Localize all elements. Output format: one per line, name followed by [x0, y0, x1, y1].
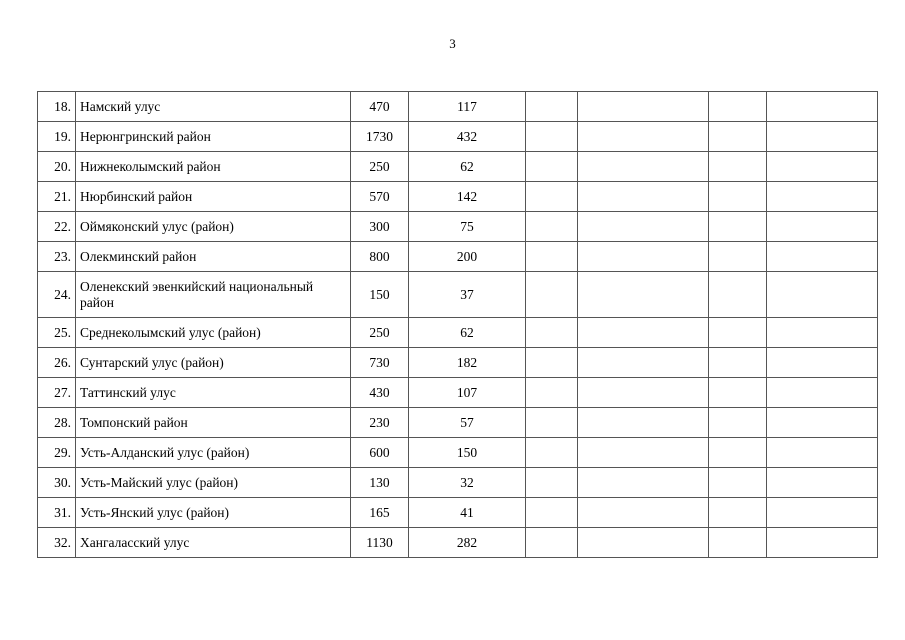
value-1-cell: 730 [351, 348, 409, 378]
row-number-cell: 29. [38, 438, 76, 468]
empty-cell-5 [526, 182, 578, 212]
table-row [38, 182, 878, 212]
table-row [38, 272, 878, 318]
empty-cell-5 [526, 212, 578, 242]
empty-cell-8 [767, 92, 878, 122]
district-name-cell: Сунтарский улус (район) [76, 348, 351, 378]
empty-cell-6 [578, 182, 709, 212]
value-2-cell: 107 [409, 378, 526, 408]
district-name-cell: Усть-Янский улус (район) [76, 498, 351, 528]
row-number-cell: 20. [38, 152, 76, 182]
table-row [38, 468, 878, 498]
empty-cell-8 [767, 378, 878, 408]
empty-cell-6 [578, 272, 709, 318]
empty-cell-5 [526, 378, 578, 408]
value-1-cell: 150 [351, 272, 409, 318]
empty-cell-6 [578, 498, 709, 528]
empty-cell-6 [578, 92, 709, 122]
table-row [38, 212, 878, 242]
row-number-cell: 31. [38, 498, 76, 528]
table-row [38, 498, 878, 528]
district-name-cell: Оймяконский улус (район) [76, 212, 351, 242]
table-row [38, 438, 878, 468]
district-name-cell: Томпонский район [76, 408, 351, 438]
empty-cell-7 [709, 318, 767, 348]
empty-cell-7 [709, 152, 767, 182]
row-number-cell: 27. [38, 378, 76, 408]
value-2-cell: 62 [409, 318, 526, 348]
district-name-cell: Нижнеколымский район [76, 152, 351, 182]
page-number: 3 [449, 36, 456, 51]
value-2-cell: 57 [409, 408, 526, 438]
empty-cell-5 [526, 242, 578, 272]
empty-cell-7 [709, 408, 767, 438]
empty-cell-5 [526, 122, 578, 152]
empty-cell-8 [767, 182, 878, 212]
row-number-cell: 22. [38, 212, 76, 242]
value-1-cell: 1130 [351, 528, 409, 558]
row-number-cell: 25. [38, 318, 76, 348]
district-name-cell: Олекминский район [76, 242, 351, 272]
district-name-cell: Среднеколымский улус (район) [76, 318, 351, 348]
value-1-cell: 230 [351, 408, 409, 438]
row-number-cell: 18. [38, 92, 76, 122]
empty-cell-8 [767, 122, 878, 152]
table-body [38, 92, 878, 558]
value-1-cell: 130 [351, 468, 409, 498]
row-number-cell: 30. [38, 468, 76, 498]
empty-cell-5 [526, 92, 578, 122]
row-number-cell: 19. [38, 122, 76, 152]
empty-cell-8 [767, 408, 878, 438]
value-1-cell: 430 [351, 378, 409, 408]
row-number-cell: 24. [38, 272, 76, 318]
value-1-cell: 470 [351, 92, 409, 122]
value-2-cell: 182 [409, 348, 526, 378]
value-2-cell: 150 [409, 438, 526, 468]
empty-cell-5 [526, 528, 578, 558]
empty-cell-6 [578, 318, 709, 348]
districts-table [37, 91, 878, 558]
empty-cell-8 [767, 242, 878, 272]
row-number-cell: 32. [38, 528, 76, 558]
empty-cell-5 [526, 152, 578, 182]
empty-cell-6 [578, 408, 709, 438]
value-1-cell: 600 [351, 438, 409, 468]
table-row [38, 528, 878, 558]
value-2-cell: 62 [409, 152, 526, 182]
empty-cell-6 [578, 378, 709, 408]
empty-cell-8 [767, 468, 878, 498]
row-number-cell: 28. [38, 408, 76, 438]
empty-cell-6 [578, 122, 709, 152]
empty-cell-7 [709, 182, 767, 212]
empty-cell-8 [767, 438, 878, 468]
value-1-cell: 165 [351, 498, 409, 528]
empty-cell-7 [709, 242, 767, 272]
value-1-cell: 300 [351, 212, 409, 242]
empty-cell-7 [709, 92, 767, 122]
empty-cell-8 [767, 498, 878, 528]
empty-cell-8 [767, 212, 878, 242]
empty-cell-8 [767, 528, 878, 558]
table-row [38, 378, 878, 408]
empty-cell-6 [578, 468, 709, 498]
empty-cell-5 [526, 498, 578, 528]
district-name-cell: Оленекский эвенкийский национальный район [76, 272, 351, 318]
empty-cell-6 [578, 242, 709, 272]
empty-cell-6 [578, 152, 709, 182]
table-row [38, 122, 878, 152]
value-1-cell: 570 [351, 182, 409, 212]
empty-cell-6 [578, 528, 709, 558]
empty-cell-7 [709, 468, 767, 498]
empty-cell-5 [526, 348, 578, 378]
district-name-cell: Намский улус [76, 92, 351, 122]
table-row [38, 92, 878, 122]
empty-cell-7 [709, 438, 767, 468]
empty-cell-7 [709, 498, 767, 528]
value-1-cell: 250 [351, 152, 409, 182]
row-number-cell: 21. [38, 182, 76, 212]
empty-cell-7 [709, 528, 767, 558]
empty-cell-7 [709, 272, 767, 318]
empty-cell-8 [767, 152, 878, 182]
value-2-cell: 41 [409, 498, 526, 528]
district-name-cell: Нюрбинский район [76, 182, 351, 212]
row-number-cell: 26. [38, 348, 76, 378]
value-2-cell: 37 [409, 272, 526, 318]
value-2-cell: 32 [409, 468, 526, 498]
table-row [38, 242, 878, 272]
empty-cell-8 [767, 272, 878, 318]
empty-cell-5 [526, 408, 578, 438]
table-row [38, 318, 878, 348]
row-number-cell: 23. [38, 242, 76, 272]
value-2-cell: 432 [409, 122, 526, 152]
value-2-cell: 142 [409, 182, 526, 212]
empty-cell-7 [709, 378, 767, 408]
value-2-cell: 282 [409, 528, 526, 558]
value-1-cell: 800 [351, 242, 409, 272]
value-1-cell: 250 [351, 318, 409, 348]
table-row [38, 348, 878, 378]
empty-cell-6 [578, 348, 709, 378]
district-name-cell: Таттинский улус [76, 378, 351, 408]
empty-cell-8 [767, 318, 878, 348]
empty-cell-7 [709, 122, 767, 152]
value-2-cell: 75 [409, 212, 526, 242]
empty-cell-6 [578, 212, 709, 242]
empty-cell-6 [578, 438, 709, 468]
empty-cell-5 [526, 272, 578, 318]
empty-cell-5 [526, 468, 578, 498]
empty-cell-5 [526, 438, 578, 468]
value-1-cell: 1730 [351, 122, 409, 152]
value-2-cell: 200 [409, 242, 526, 272]
empty-cell-7 [709, 348, 767, 378]
empty-cell-7 [709, 212, 767, 242]
district-name-cell: Нерюнгринский район [76, 122, 351, 152]
table-row [38, 152, 878, 182]
district-name-cell: Усть-Майский улус (район) [76, 468, 351, 498]
empty-cell-8 [767, 348, 878, 378]
district-name-cell: Хангаласский улус [76, 528, 351, 558]
value-2-cell: 117 [409, 92, 526, 122]
district-name-cell: Усть-Алданский улус (район) [76, 438, 351, 468]
table-row [38, 408, 878, 438]
empty-cell-5 [526, 318, 578, 348]
